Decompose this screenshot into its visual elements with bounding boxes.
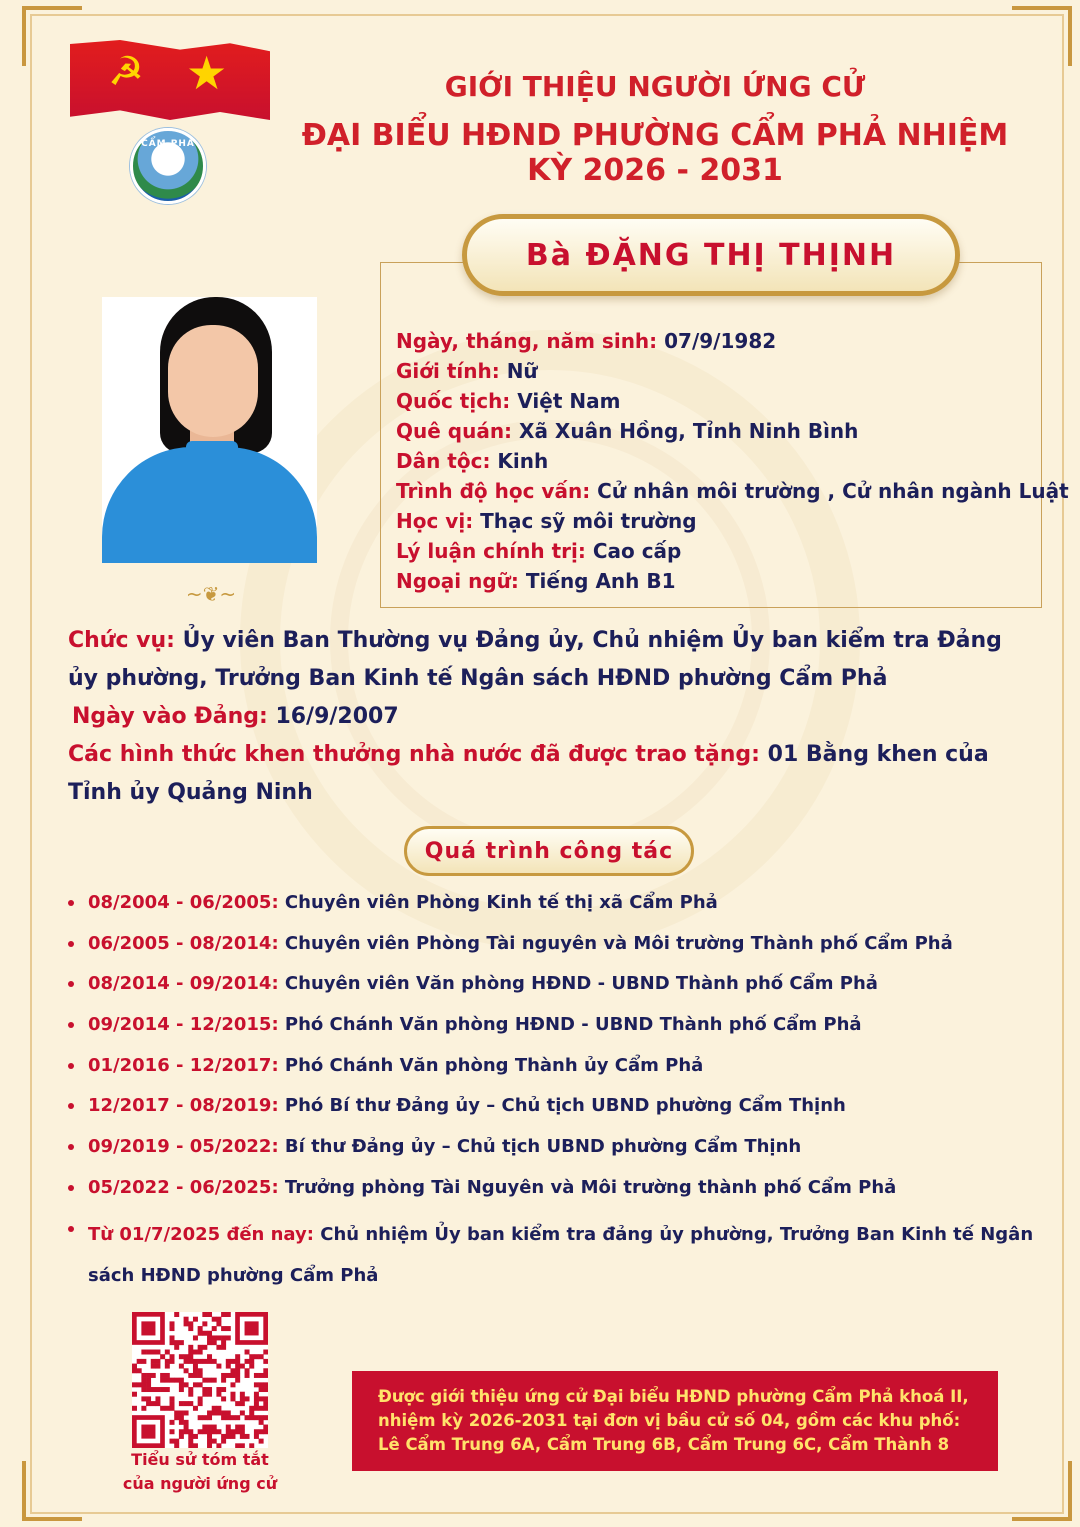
- party-flag-icon: [70, 40, 270, 120]
- info-foreign-language: Ngoại ngữ: Tiếng Anh B1: [396, 569, 676, 593]
- qr-code[interactable]: [132, 1312, 268, 1448]
- header-title-line2: ĐẠI BIỂU HĐND PHƯỜNG CẨM PHẢ NHIỆM KỲ 2026 - 2031: [301, 118, 1009, 188]
- frame-corner-top-right: [1012, 6, 1072, 66]
- logo-text: CẨM PHẢ: [141, 139, 195, 149]
- party-join-date: Ngày vào Đảng: 16/9/2007: [72, 704, 399, 729]
- hammer-sickle-icon: ☭: [108, 49, 144, 95]
- info-degree: Học vị: Thạc sỹ môi trường: [396, 509, 697, 533]
- list-item: Từ 01/7/2025 đến nay: Chủ nhiệm Ủy ban kiểm tra đảng ủy phường, Trưởng Ban Kinh tế Ngân sách HĐND phường Cẩm Phả: [66, 1214, 1036, 1296]
- personal-info-list: [396, 326, 1069, 596]
- list-item: 01/2016 - 12/2017: Phó Chánh Văn phòng Thành ủy Cẩm Phả: [66, 1051, 1036, 1081]
- ornament-divider-icon: ~❦~: [185, 582, 237, 606]
- info-birthdate: Ngày, tháng, năm sinh: 07/9/1982: [396, 329, 777, 353]
- list-item: 12/2017 - 08/2019: Phó Bí thư Đảng ủy – Chủ tịch UBND phường Cẩm Thịnh: [66, 1091, 1036, 1121]
- work-history-title-text: Quá trình công tác: [424, 838, 674, 864]
- frame-corner-bottom-left: [22, 1461, 82, 1521]
- info-ethnicity: Dân tộc: Kinh: [396, 449, 549, 473]
- cam-pha-logo: [130, 128, 206, 204]
- candidate-portrait: [102, 297, 317, 563]
- header-title-line1: GIỚI THIỆU NGƯỜI ỨNG CỬ: [444, 70, 866, 103]
- info-nationality: Quốc tịch: Việt Nam: [396, 389, 621, 413]
- info-education: Trình độ học vấn: Cử nhân môi trường , Cử nhân ngành Luật: [396, 479, 1069, 503]
- candidate-name: Bà ĐẶNG THỊ THỊNH: [525, 237, 897, 273]
- list-item: 08/2004 - 06/2005: Chuyên viên Phòng Kinh tế thị xã Cẩm Phả: [66, 888, 1036, 918]
- info-gender: Giới tính: Nữ: [396, 359, 538, 383]
- constituency-note: Được giới thiệu ứng cử Đại biểu HĐND phường Cẩm Phả khoá II, nhiệm kỳ 2026-2031 tại đơn vị bầu cử số 04, gồm các khu phố: Lê Cẩm Trung 6A, Cẩm Trung 6B, Cẩm Trung 6C, Cẩm Thành 8: [352, 1371, 998, 1471]
- info-hometown: Quê quán: Xã Xuân Hồng, Tỉnh Ninh Bình: [396, 419, 859, 443]
- list-item: 05/2022 - 06/2025: Trưởng phòng Tài Nguyên và Môi trường thành phố Cẩm Phả: [66, 1173, 1036, 1203]
- list-item: 06/2005 - 08/2014: Chuyên viên Phòng Tài nguyên và Môi trường Thành phố Cẩm Phả: [66, 929, 1036, 959]
- position-text: Chức vụ: Ủy viên Ban Thường vụ Đảng ủy, Chủ nhiệm Ủy ban kiểm tra Đảng ủy phường, Trưởng Ban Kinh tế Ngân sách HĐND phường Cẩm Phả: [68, 628, 1002, 691]
- list-item: 09/2014 - 12/2015: Phó Chánh Văn phòng HĐND - UBND Thành phố Cẩm Phả: [66, 1010, 1036, 1040]
- work-history-title: [404, 826, 694, 876]
- frame-corner-bottom-right: [1012, 1461, 1072, 1521]
- qr-caption-line1: Tiểu sử tóm tắt: [131, 1450, 269, 1469]
- work-history-list: [66, 888, 1036, 1306]
- list-item: 09/2019 - 05/2022: Bí thư Đảng ủy – Chủ tịch UBND phường Cẩm Thịnh: [66, 1132, 1036, 1162]
- candidate-name-banner: [462, 214, 960, 296]
- info-political-theory: Lý luận chính trị: Cao cấp: [396, 539, 682, 563]
- star-icon: ★: [186, 46, 228, 100]
- qr-caption-line2: của người ứng cử: [122, 1474, 278, 1493]
- list-item: 08/2014 - 09/2014: Chuyên viên Văn phòng HĐND - UBND Thành phố Cẩm Phả: [66, 969, 1036, 999]
- qr-caption: [110, 1448, 290, 1496]
- awards-text: Các hình thức khen thưởng nhà nước đã được trao tặng: 01 Bằng khen của Tỉnh ủy Quảng Ninh: [68, 742, 989, 805]
